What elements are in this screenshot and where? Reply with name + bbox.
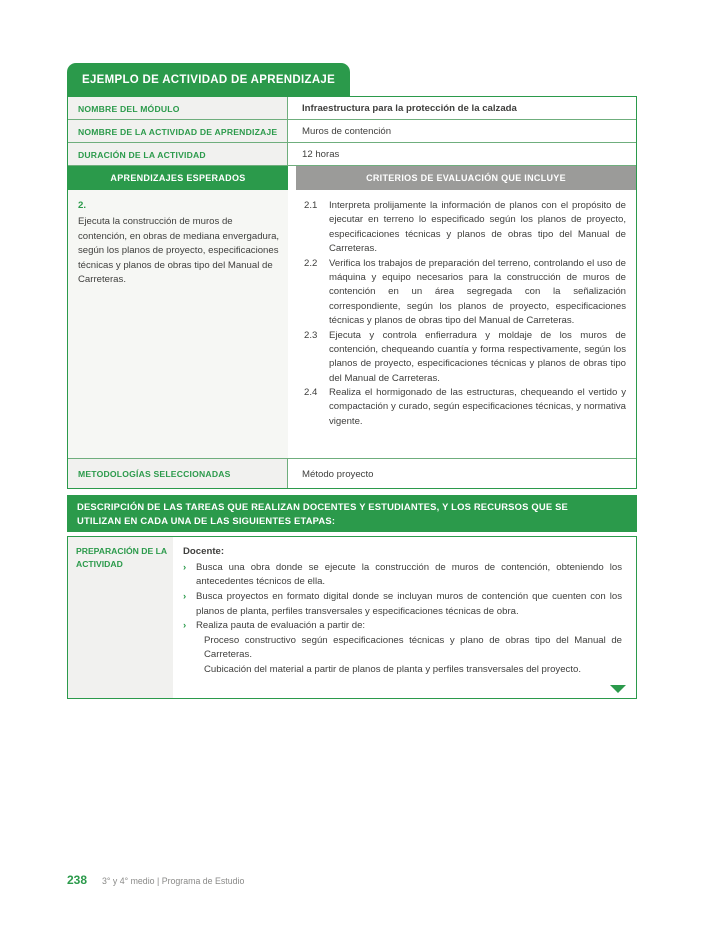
description-banner: DESCRIPCIÓN DE LAS TAREAS QUE REALIZAN DOCENTES Y ESTUDIANTES, Y LOS RECURSOS QUE SE UTILIZAN EN CADA UNA DE LAS SIGUIENTES ETAPAS:: [67, 495, 637, 532]
list-item: [183, 561, 622, 590]
criterion-text: Realiza el hormigonado de las estructuras, chequeando el vertido y compactación y curado, según especificaciones técnicas, y normativa vigente.: [329, 387, 626, 427]
page-footer: [67, 873, 244, 887]
list-item: [183, 590, 622, 619]
criteria-item: [304, 199, 626, 257]
methodology-label: METODOLOGÍAS SELECCIONADAS: [68, 459, 288, 488]
bullet-text: Busca una obra donde se ejecute la construcción de muros de contención, obteniendo los antecedentes técnicos de ella.: [196, 561, 622, 588]
bullet-icon: ›: [183, 590, 187, 602]
criteria-item: [304, 257, 626, 329]
expected-learning-number: 2.: [78, 200, 87, 211]
expected-learning-text: Ejecuta la construcción de muros de contención, en obras de mediana envergadura, según los planos de proyecto, especificaciones técnicas y planos de obras tipo del Manual de Carreteras.: [78, 216, 280, 285]
expected-learning-header: APRENDIZAJES ESPERADOS: [68, 166, 288, 190]
module-name-value: Infraestructura para la protección de la calzada: [302, 103, 517, 114]
continuation-arrow-icon: [610, 685, 626, 693]
activity-table: [67, 96, 637, 489]
duration-value: 12 horas: [302, 149, 340, 160]
sub-list-item: Cubicación del material a partir de planos de planta y perfiles transversales del proyecto.: [204, 663, 582, 675]
methodology-value: Método proyecto: [302, 468, 374, 480]
page-content: [67, 63, 637, 699]
criterion-number: 2.1: [304, 200, 318, 211]
evaluation-criteria-header: CRITERIOS DE EVALUACIÓN QUE INCLUYE: [296, 166, 636, 190]
criterion-number: 2.2: [304, 257, 318, 269]
criterion-text: Interpreta prolijamente la información de planos con el propósito de ejecutar en terreno lo especificado según los planos de proyecto, especificaciones técnicas y planos de obras tipo del Manual de Carreteras.: [329, 200, 626, 255]
table-row: [68, 97, 636, 120]
preparation-content: [173, 537, 636, 698]
learning-criteria-row: [68, 190, 636, 458]
list-item: [183, 619, 622, 634]
activity-name-label: NOMBRE DE LA ACTIVIDAD DE APRENDIZAJE: [68, 120, 288, 142]
bullet-icon: ›: [183, 561, 187, 573]
methodology-row: [68, 458, 636, 488]
role-heading: Docente:: [183, 546, 225, 558]
criterion-number: 2.3: [304, 329, 318, 341]
module-name-label: NOMBRE DEL MÓDULO: [68, 97, 288, 119]
bullet-icon: ›: [183, 620, 187, 632]
table-row: [68, 120, 636, 143]
criterion-number: 2.4: [304, 387, 318, 399]
expected-learning-cell: [68, 190, 288, 458]
page-number: 238: [67, 873, 88, 887]
criteria-item: [304, 329, 626, 387]
criteria-list: [296, 190, 636, 458]
page-title: EJEMPLO DE ACTIVIDAD DE APRENDIZAJE: [67, 63, 350, 96]
bullet-text: Realiza pauta de evaluación a partir de:: [196, 620, 366, 632]
activity-name-value: Muros de contención: [302, 126, 392, 137]
column-header-row: [68, 166, 636, 190]
duration-label: DURACIÓN DE LA ACTIVIDAD: [68, 143, 288, 165]
sub-list-item: Proceso constructivo según especificaciones técnicas y plano de obras tipo del Manual de Carreteras.: [204, 634, 622, 661]
preparation-section: [67, 536, 637, 699]
criteria-item: [304, 386, 626, 429]
preparation-label: PREPARACIÓN DE LA ACTIVIDAD: [68, 537, 173, 698]
footer-text: 3° y 4° medio | Programa de Estudio: [102, 876, 245, 886]
criterion-text: Ejecuta y controla enfierradura y moldaje de los muros de contención, chequeando cuantía y forma respectivamente, según los planos de proyecto, especificaciones técnicas y planos de obras tipo del Manual de Carreteras.: [329, 329, 626, 384]
table-row: [68, 143, 636, 166]
bullet-text: Busca proyectos en formato digital donde se incluyan muros de contención que cuenten con los planos de planta, perfiles transversales y especificaciones técnicas de obra.: [196, 590, 622, 617]
criterion-text: Verifica los trabajos de preparación del terreno, controlando el uso de máquina y equipo necesarios para la construcción de muros de contención en un área segregada con la señalización correspondiente, según los planos de proyecto, especificaciones técnicas y planos de obras tipo del Manual de Carreteras.: [329, 257, 626, 327]
